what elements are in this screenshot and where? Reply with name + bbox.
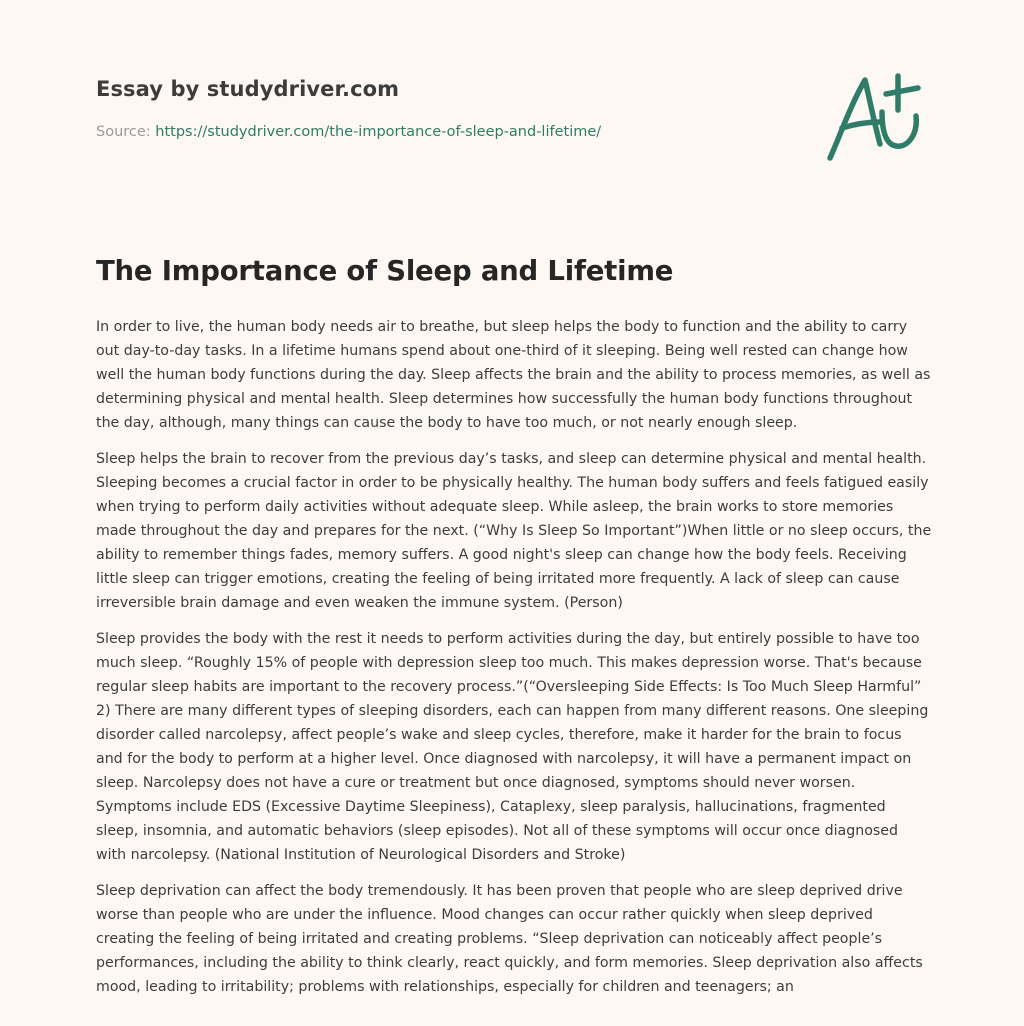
site-brand: Essay by studydriver.com: [96, 77, 400, 101]
a-plus-logo-icon: [820, 66, 930, 166]
source-line: [96, 124, 601, 140]
article-body: [96, 315, 932, 1011]
article-paragraph: Sleep provides the body with the rest it needs to perform activities during the day, but entirely possible to have too much sleep. “Roughly 15% of people with depression sleep too much. This makes depression worse. That's because regular sleep habits are important to the recovery process.”(“Oversleeping Side Effects: Is Too Much Sleep Harmful” 2) There are many different types of sleeping disorders, each can happen from many different reasons. One sleeping disorder called narcolepsy, affect people’s wake and sleep cycles, therefore, make it harder for the brain to focus and for the body to perform at a higher level. Once diagnosed with narcolepsy, it will have a permanent impact on sleep. Narcolepsy does not have a cure or treatment but once diagnosed, symptoms should never worsen. Symptoms include EDS (Excessive Daytime Sleepiness), Cataplexy, sleep paralysis, hallucinations, fragmented sleep, insomnia, and automatic behaviors (sleep episodes). Not all of these symptoms will occur once diagnosed with narcolepsy. (National Institution of Neurological Disorders and Stroke): [96, 631, 929, 863]
article-paragraph: In order to live, the human body needs air to breathe, but sleep helps the body to function and the ability to carry out day-to-day tasks. In a lifetime humans spend about one-third of it sleeping. Being well rested can change how well the human body functions during the day. Sleep affects the brain and the ability to process memories, as well as determining physical and mental health. Sleep determines how successfully the human body functions throughout the day, although, many things can cause the body to have too much, or not nearly enough sleep.: [96, 319, 931, 431]
article-paragraph: Sleep deprivation can affect the body tremendously. It has been proven that people who are sleep deprived drive worse than people who are under the influence. Mood changes can occur rather quickly when sleep deprived creating the feeling of being irritated and creating problems. “Sleep deprivation can noticeably affect people’s performances, including the ability to think clearly, react quickly, and form memories. Sleep deprivation also affects mood, leading to irritability; problems with relationships, especially for children and teenagers; an: [96, 883, 923, 995]
source-link[interactable]: https://studydriver.com/the-importance-of-sleep-and-lifetime/: [155, 124, 602, 140]
article-paragraph: Sleep helps the brain to recover from the previous day’s tasks, and sleep can determine physical and mental health. Sleeping becomes a crucial factor in order to be physically healthy. The human body suffers and feels fatigued easily when trying to perform daily activities without adequate sleep. While asleep, the brain works to store memories made throughout the day and prepares for the next. (“Why Is Sleep So Important”)When little or no sleep occurs, the ability to remember things fades, memory suffers. A good night's sleep can change how the body feels. Receiving little sleep can trigger emotions, creating the feeling of being irritated more frequently. A lack of sleep can cause irreversible brain damage and even weaken the immune system. (Person): [96, 451, 932, 611]
article-title: The Importance of Sleep and Lifetime: [96, 255, 674, 287]
source-label: Source:: [96, 124, 156, 140]
